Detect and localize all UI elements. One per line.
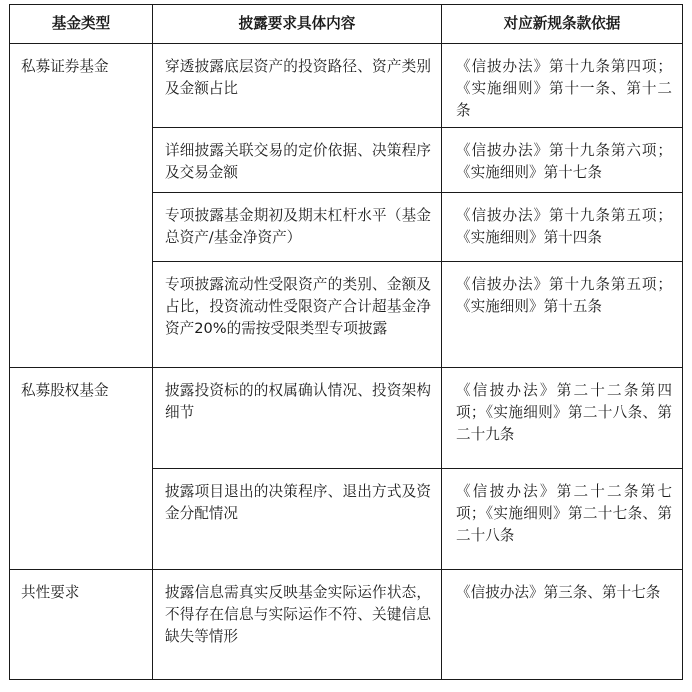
regulation-basis-cell: 《信披办法》第十九条第四项；《实施细则》第十一条、第十二条 xyxy=(442,44,683,128)
table-row xyxy=(10,570,683,680)
disclosure-content-cell: 穿透披露底层资产的投资路径、资产类别及金额占比 xyxy=(153,44,442,128)
table-header-row xyxy=(10,5,683,44)
disclosure-content-cell: 详细披露关联交易的定价依据、决策程序及交易金额 xyxy=(153,128,442,193)
disclosure-content-cell: 披露项目退出的决策程序、退出方式及资金分配情况 xyxy=(153,469,442,570)
header-regulation-basis: 对应新规条款依据 xyxy=(442,5,683,44)
header-disclosure-content: 披露要求具体内容 xyxy=(153,5,442,44)
regulation-basis-cell: 《信披办法》第二十二条第四项；《实施细则》第二十八条、第二十九条 xyxy=(442,367,683,468)
disclosure-content-cell: 披露信息需真实反映基金实际运作状态，不得存在信息与实际运作不符、关键信息缺失等情形 xyxy=(153,570,442,680)
disclosure-content-cell: 专项披露流动性受限资产的类别、金额及占比，投资流动性受限资产合计超基金净资产20%的需按受限类型专项披露 xyxy=(153,262,442,367)
disclosure-content-cell: 披露投资标的的权属确认情况、投资架构细节 xyxy=(153,367,442,468)
regulation-basis-cell: 《信披办法》第二十二条第七项；《实施细则》第二十七条、第二十八条 xyxy=(442,469,683,570)
disclosure-content-cell: 专项披露基金期初及期末杠杆水平（基金总资产/基金净资产） xyxy=(153,193,442,262)
fund-type-private-equity: 私募股权基金 xyxy=(10,367,153,569)
regulation-basis-cell: 《信披办法》第十九条第六项；《实施细则》第十七条 xyxy=(442,128,683,193)
fund-type-common-requirements: 共性要求 xyxy=(10,570,153,680)
regulation-basis-cell: 《信披办法》第十九条第五项；《实施细则》第十四条 xyxy=(442,193,683,262)
regulation-basis-cell: 《信披办法》第十九条第五项；《实施细则》第十五条 xyxy=(442,262,683,367)
table-row xyxy=(10,367,683,468)
disclosure-requirements-table xyxy=(9,4,683,680)
header-fund-type: 基金类型 xyxy=(10,5,153,44)
fund-type-private-securities: 私募证券基金 xyxy=(10,44,153,368)
regulation-basis-cell: 《信披办法》第三条、第十七条 xyxy=(442,570,683,680)
disclosure-table-container xyxy=(9,4,682,680)
table-row xyxy=(10,44,683,128)
